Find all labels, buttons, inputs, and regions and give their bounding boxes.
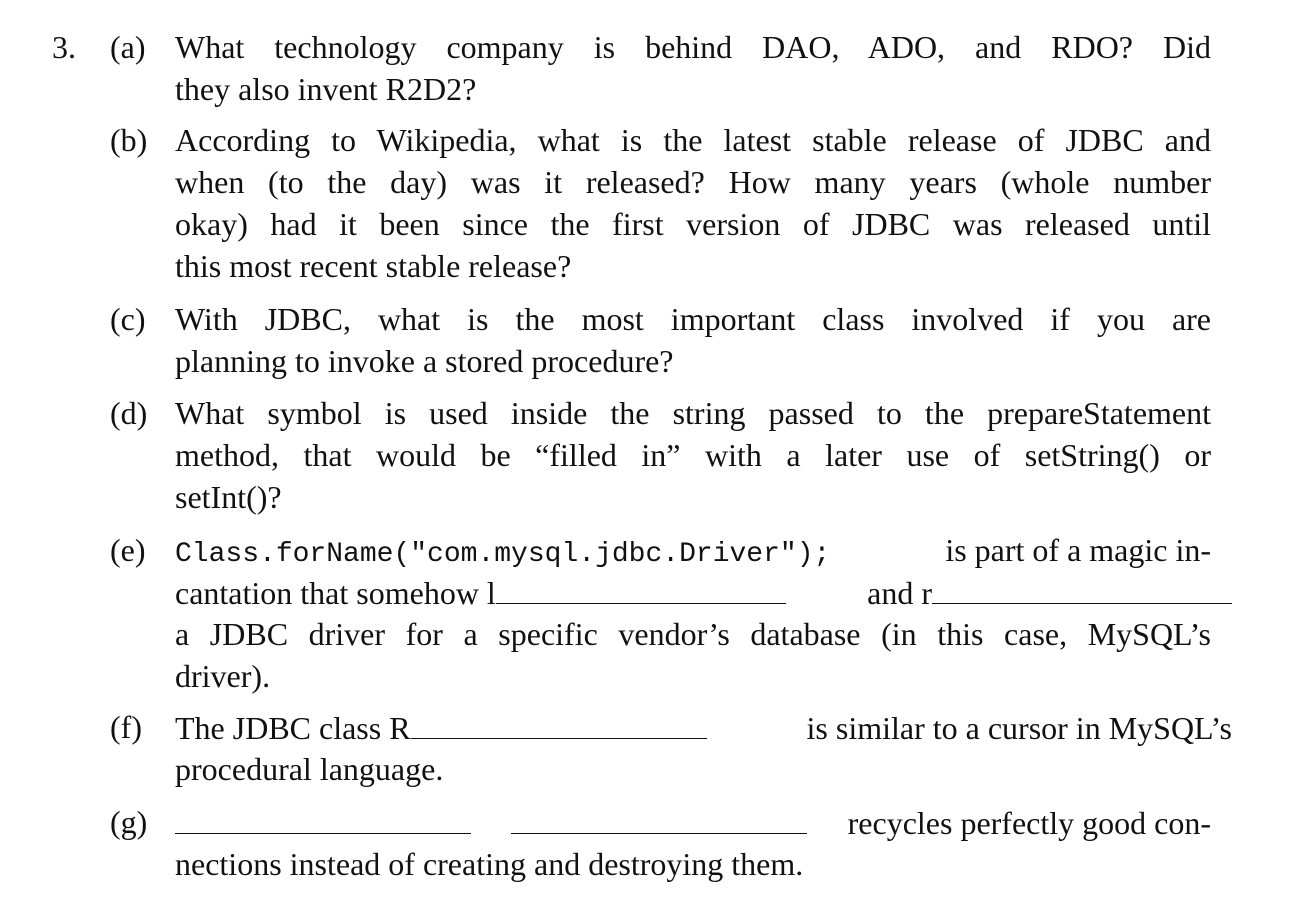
part-e-label: (e): [110, 532, 146, 568]
part-e-line-3: a JDBC driver for a specific vendor’s database (in this case, MySQL’s: [175, 616, 1211, 652]
fill-blank-l[interactable]: [496, 571, 786, 604]
part-e-line-2-start-text: cantation that somehow l: [175, 575, 496, 611]
part-d-line-3: setInt()?: [175, 479, 282, 515]
question-number: 3.: [52, 29, 76, 65]
fill-blank-r[interactable]: [932, 571, 1232, 604]
fill-blank-g-2[interactable]: [511, 801, 807, 834]
part-e-line-2-mid: [867, 571, 1232, 614]
part-g-line-1: [175, 801, 1211, 844]
part-c-line-1: With JDBC, what is the most important class involved if you are: [175, 301, 1211, 337]
part-e-line-2: [175, 571, 1232, 614]
part-f-line-1: [175, 706, 1232, 749]
part-e-line-1: [175, 529, 1211, 576]
part-a-line-2: they also invent R2D2?: [175, 71, 477, 107]
part-a-line-1: What technology company is behind DAO, ADO, and RDO? Did: [175, 29, 1211, 65]
part-f-line-1-start: [175, 706, 707, 749]
part-f-line-1-start-text: The JDBC class R: [175, 710, 411, 746]
part-b-label: (b): [110, 122, 148, 158]
part-c-line-2: planning to invoke a stored procedure?: [175, 343, 674, 379]
part-g-label: (g): [110, 804, 148, 840]
part-g-line-2: nections instead of creating and destroying them.: [175, 846, 804, 882]
part-c-label: (c): [110, 301, 146, 337]
part-a-label: (a): [110, 29, 146, 65]
part-b-line-3: okay) had it been since the first version of JDBC was released until: [175, 206, 1211, 242]
part-g-line-1-end: recycles perfectly good con-: [847, 805, 1211, 841]
fill-blank-resultset[interactable]: [411, 706, 707, 739]
part-e-line-1-rest: is part of a magic in-: [945, 532, 1211, 568]
part-d-line-1: What symbol is used inside the string passed to the prepareStatement: [175, 395, 1211, 431]
part-d-label: (d): [110, 395, 148, 431]
fill-blank-g-1[interactable]: [175, 801, 471, 834]
part-f-line-1-end: is similar to a cursor in MySQL’s: [806, 710, 1232, 746]
part-e-line-4: driver).: [175, 658, 271, 694]
part-f-label: (f): [110, 709, 142, 745]
part-e-line-2-mid-text: and r: [867, 575, 932, 611]
part-e-line-2-start: [175, 571, 786, 614]
part-d-line-2: method, that would be “filled in” with a later use of setString() or: [175, 437, 1211, 473]
part-b-line-2: when (to the day) was it released? How many years (whole number: [175, 164, 1211, 200]
part-f-line-2: procedural language.: [175, 751, 444, 787]
part-e-code: Class.forName("com.mysql.jdbc.Driver");: [175, 539, 831, 570]
part-b-line-1: According to Wikipedia, what is the latest stable release of JDBC and: [175, 122, 1211, 158]
part-b-line-4: this most recent stable release?: [175, 248, 572, 284]
